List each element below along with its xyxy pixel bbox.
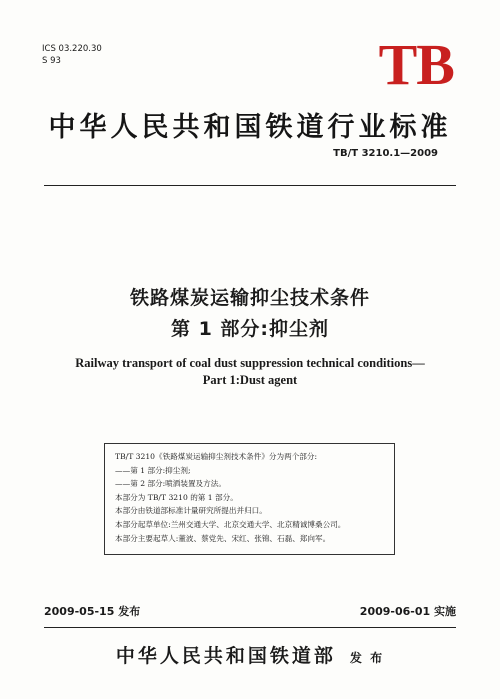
tb-logo: TB	[378, 32, 454, 97]
bottom-divider	[44, 627, 456, 628]
class-code: S 93	[42, 56, 61, 66]
notice-line: 本部分为 TB/T 3210 的第 1 部分。	[115, 492, 238, 502]
chinese-title-line2: 第 1 部分:抑尘剂	[170, 318, 330, 340]
english-title-line1: Railway transport of coal dust suppression technical conditions—	[75, 356, 425, 370]
standard-category-title: 中华人民共和国铁道行业标准	[48, 112, 452, 143]
classification-codes	[42, 43, 102, 67]
ics-code: ICS 03.220.30	[42, 44, 102, 54]
notice-line: 本部分由铁道部标准计量研究所提出并归口。	[115, 506, 267, 516]
issue-date: 2009-05-15 发布	[44, 605, 141, 618]
standard-number: TB/T 3210.1—2009	[333, 148, 438, 159]
notice-box	[104, 443, 395, 555]
notice-line: TB/T 3210《铁路煤炭运输抑尘剂技术条件》分为两个部分:	[115, 452, 318, 461]
issuing-authority	[0, 641, 500, 668]
notice-line: 本部分起草单位:兰州交通大学、北京交通大学、北京精诚博桑公司。	[115, 519, 346, 529]
issuer-suffix: 发 布	[349, 651, 385, 665]
chinese-title-line1: 铁路煤炭运输抑尘技术条件	[129, 287, 370, 309]
issuer-name: 中华人民共和国铁道部	[115, 645, 336, 667]
notice-line: 本部分主要起草人:董波、蔡党先、宋红、张锦、石磊、郑向军。	[115, 533, 331, 543]
english-title-line2: Part 1:Dust agent	[202, 373, 298, 387]
implementation-date: 2009-06-01 实施	[359, 605, 456, 618]
notice-line: ——第 2 部分:喷洒装置及方法。	[115, 479, 226, 489]
notice-line: ——第 1 部分:抑尘剂;	[115, 465, 191, 475]
top-divider	[44, 185, 456, 186]
